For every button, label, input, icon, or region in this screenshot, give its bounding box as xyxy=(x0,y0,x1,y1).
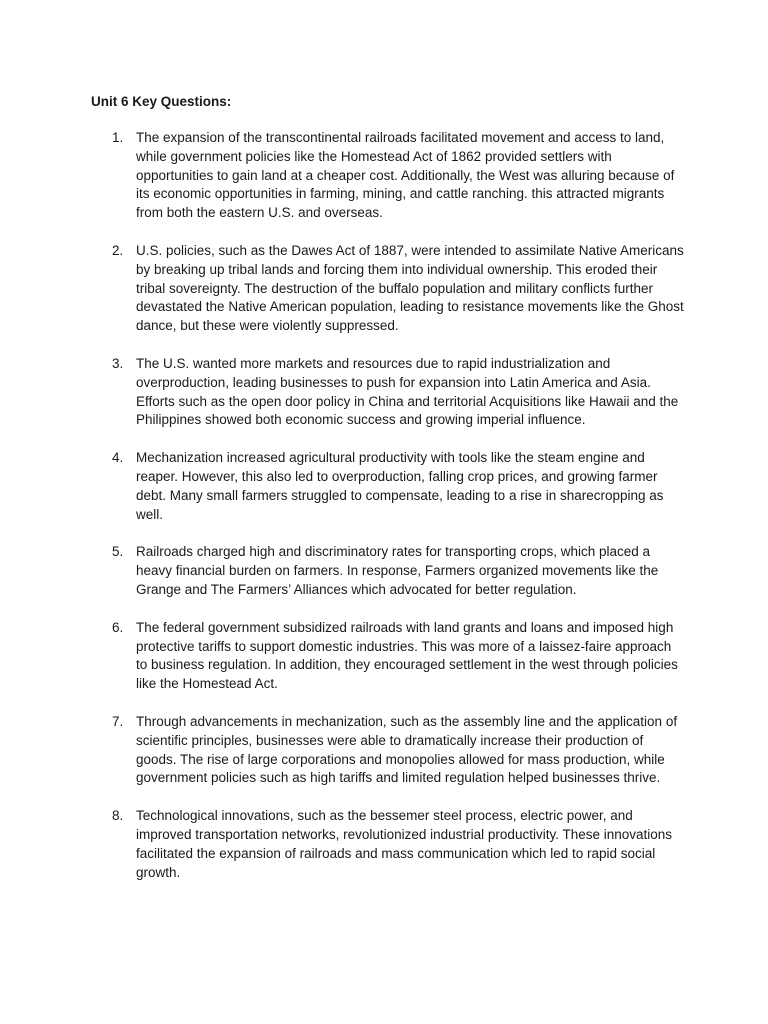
item-number: 2. xyxy=(112,242,124,258)
item-number: 8. xyxy=(112,808,124,824)
item-text: Railroads charged high and discriminatory rates for transporting crops, which placed a heavy financial burden on farmers. In response, Farmers organized movements like the Grange and The Farmers’ Alliances which advocated for better regulation. xyxy=(136,544,659,597)
list-item xyxy=(0,242,684,336)
item-number: 3. xyxy=(112,355,124,371)
item-text: Mechanization increased agricultural productivity with tools like the steam engine and reaper. However, this also led to overproduction, falling crop prices, and growing farmer debt. Many small farmers struggled to compensate, leading to a rise in sharecropping as well. xyxy=(136,450,664,522)
item-text: The expansion of the transcontinental railroads facilitated movement and access to land, while government policies like the Homestead Act of 1862 provided settlers with opportunities to gain land at a cheaper cost. Additionally, the West was alluring because of its economic opportunities in farming, mining, and cattle ranching. this attracted migrants from both the eastern U.S. and overseas. xyxy=(136,130,675,221)
list-item xyxy=(0,449,684,524)
list-item xyxy=(0,619,684,694)
item-text: U.S. policies, such as the Dawes Act of 1887, were intended to assimilate Native Americans by breaking up tribal lands and forcing them into individual ownership. This eroded their tribal sovereignty. The destruction of the buffalo population and military conflicts further devastated the Native American population, leading to resistance movements like the Ghost dance, but these were violently suppressed. xyxy=(136,242,684,334)
item-text: The federal government subsidized railroads with land grants and loans and imposed high protective tariffs to support domestic industries. This was more of a laissez-faire approach to business regulation. In addition, they encouraged settlement in the west through policies like the Homestead Act. xyxy=(136,619,678,692)
item-number: 4. xyxy=(112,450,124,466)
list-item xyxy=(0,355,684,430)
item-number: 5. xyxy=(112,544,124,560)
item-text: Through advancements in mechanization, such as the assembly line and the application of scientific principles, businesses were able to dramatically increase their production of goods. The rise of large corporations and monopolies allowed for mass production, while government policies such as high tariffs and limited regulation helped businesses thrive. xyxy=(136,713,678,786)
item-number: 7. xyxy=(112,713,124,729)
document-title: Unit 6 Key Questions: xyxy=(91,94,232,109)
list-item xyxy=(0,543,684,599)
key-questions-list xyxy=(0,129,768,901)
item-text: Technological innovations, such as the bessemer steel process, electric power, and improved transportation networks, revolutionized industrial productivity. These innovations facilitated the expansion of railroads and mass communication which led to rapid social growth. xyxy=(136,808,673,880)
item-number: 1. xyxy=(112,130,124,145)
item-text: The U.S. wanted more markets and resources due to rapid industrialization and overproduction, leading businesses to push for expansion into Latin America and Asia. Efforts such as the open door policy in China and territorial Acquisitions like Hawaii and the Philippines showed both economic success and growing imperial influence. xyxy=(136,355,679,428)
list-item xyxy=(0,807,684,882)
list-item xyxy=(0,129,684,223)
list-item xyxy=(0,713,684,788)
item-number: 6. xyxy=(112,619,124,635)
